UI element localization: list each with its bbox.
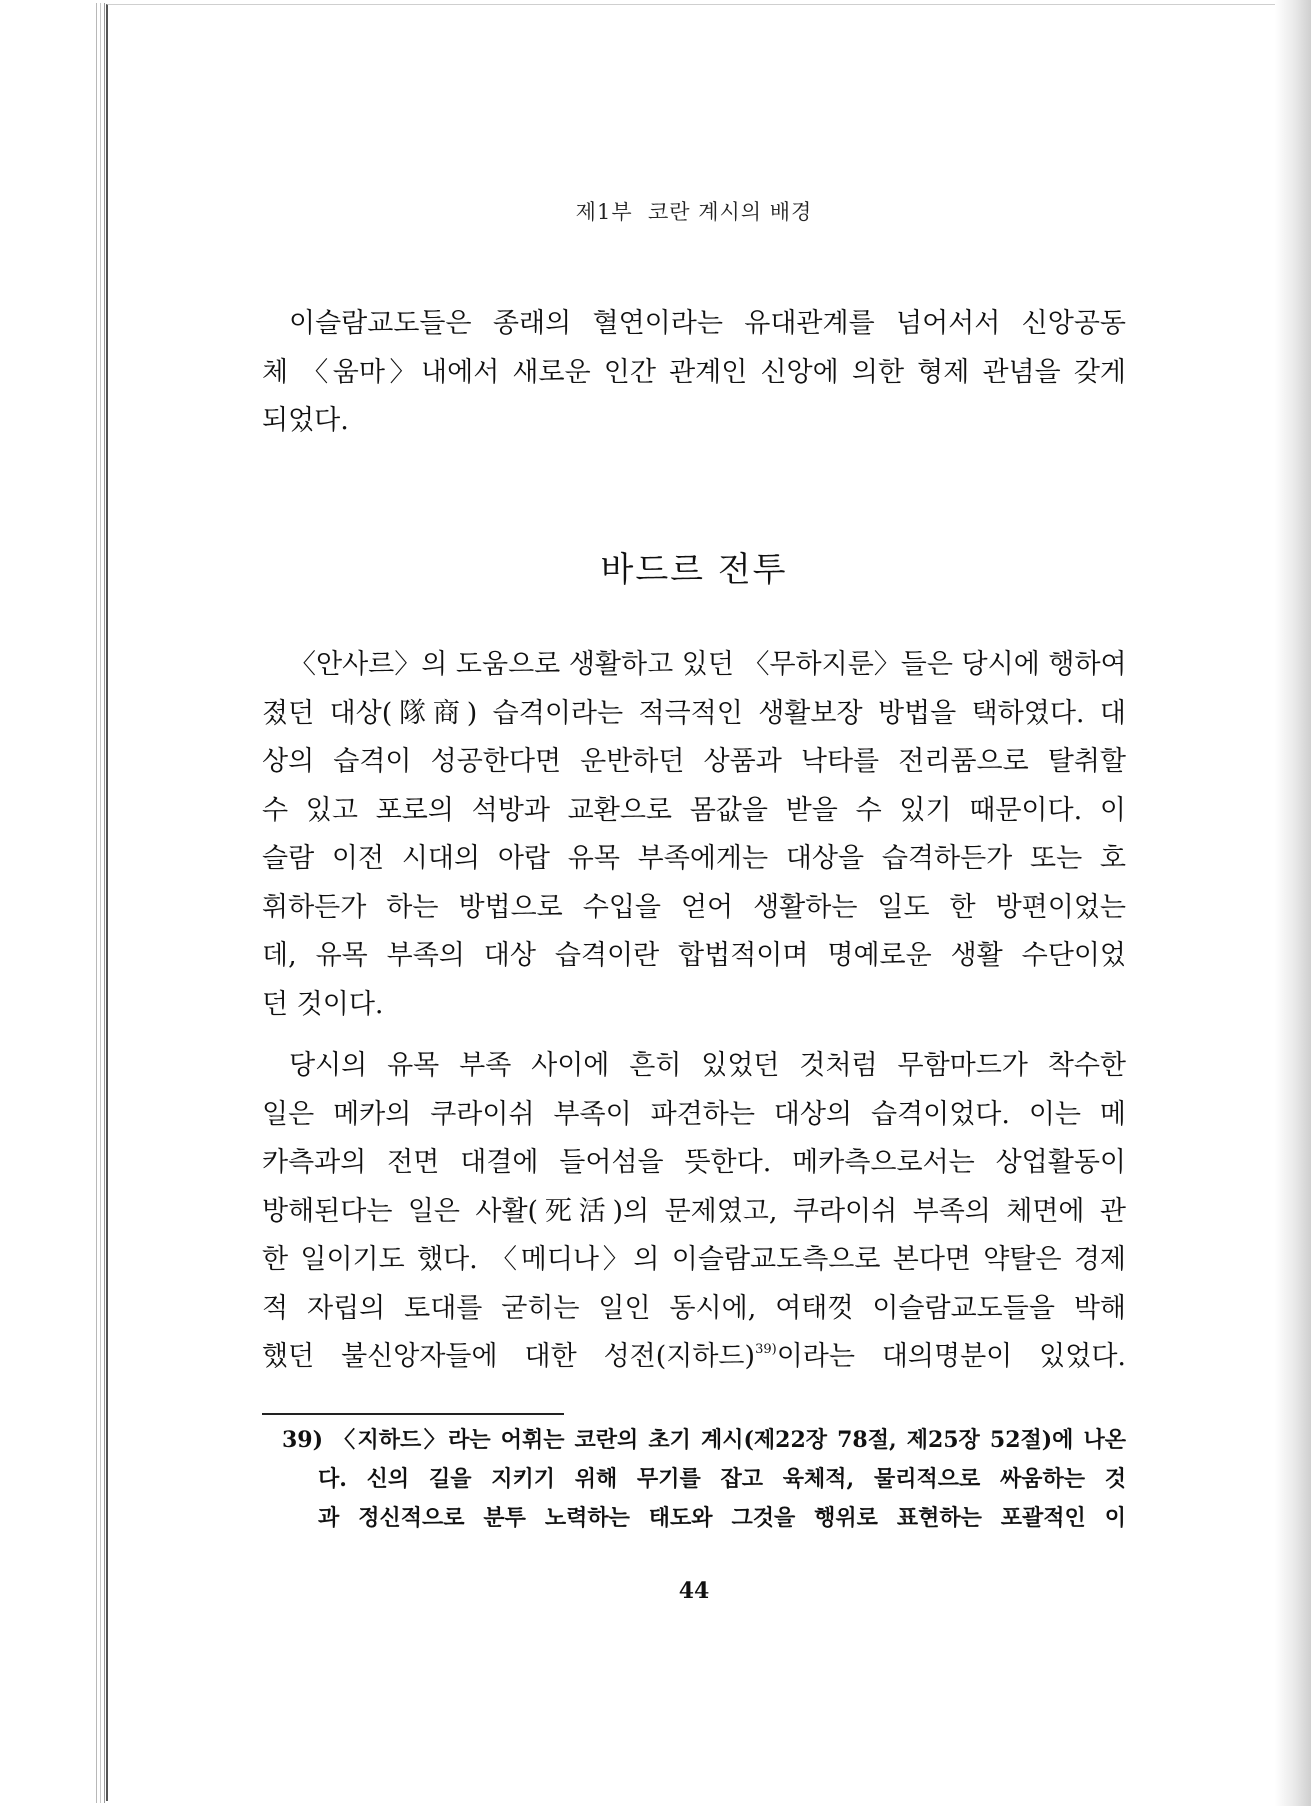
- text-line: 카측과의 전면 대결에 들어섬을 뜻한다. 메카측으로서는 상업활동이: [262, 1147, 1126, 1178]
- text-line: [262, 1333, 1126, 1382]
- footnote-divider: [262, 1413, 564, 1415]
- text-line: 일은 메카의 쿠라이쉬 부족이 파견하는 대상의 습격이었다. 이는 메: [262, 1098, 1126, 1130]
- footnote-line: 과 정신적으로 분투 노력하는 태도와 그것을 행위로 표현하는 포괄적인 이: [318, 1505, 1126, 1531]
- paragraph-1: [262, 300, 1126, 446]
- text-line: 졌던 대상(隊商) 습격이라는 적극적인 생활보장 방법을 택하였다. 대: [262, 697, 1126, 729]
- footnote-marker: 39): [282, 1427, 324, 1453]
- text-line: 〈안사르〉의 도움으로 생활하고 있던 〈무하지룬〉들은 당시에 행하여: [289, 649, 1127, 680]
- footnote-reference[interactable]: 39): [755, 1342, 777, 1357]
- paragraph-3: [262, 1042, 1126, 1382]
- text-line: 한 일이기도 했다. 〈메디나〉의 이슬람교도측으로 본다면 약탈은 경제: [262, 1244, 1126, 1275]
- footnote: [282, 1421, 1126, 1538]
- text-line: 던 것이다.: [262, 988, 384, 1020]
- text-line: 수 있고 포로의 석방과 교환으로 몸값을 받을 수 있기 때문이다. 이: [262, 794, 1126, 826]
- text-line: 체 〈움마〉내에서 새로운 인간 관계인 신앙에 의한 형제 관념을 갖게: [262, 356, 1126, 388]
- footnote-text: 〈지하드〉라는 어휘는 코란의 초기 계시(제22장 78절, 제25장 52절)에 나온: [333, 1427, 1126, 1453]
- section-title: 바드르 전투: [600, 550, 788, 590]
- text-line: 적 자립의 토대를 굳히는 일인 동시에, 여태껏 이슬람교도들을 박해: [262, 1292, 1126, 1324]
- text-line: 방해된다는 일은 사활(死活)의 문제였고, 쿠라이쉬 부족의 체면에 관: [262, 1195, 1126, 1227]
- text-line: 슬람 이전 시대의 아랍 유목 부족에게는 대상을 습격하든가 또는 호: [262, 843, 1126, 874]
- text-line: 당시의 유목 부족 사이에 흔히 있었던 것처럼 무함마드가 착수한: [289, 1050, 1126, 1081]
- text-line: 휘하든가 하는 방법으로 수입을 얻어 생활하는 일도 한 방편이었는: [262, 891, 1126, 923]
- text-segment: 했던 불신앙자들에 대한 성전(지하드): [262, 1341, 756, 1372]
- text-line: 데, 유목 부족의 대상 습격이란 합법적이며 명예로운 생활 수단이었: [262, 940, 1126, 971]
- paragraph-2: [262, 641, 1126, 1029]
- text-line: 되었다.: [262, 405, 349, 436]
- page-gutter-shadow: [1275, 0, 1311, 1806]
- page-number: 44: [678, 1578, 710, 1604]
- footnote-line: [282, 1421, 1126, 1460]
- text-segment: 이라는 대의명분이 있었다.: [776, 1341, 1127, 1372]
- text-line: 상의 습격이 성공한다면 운반하던 상품과 낙타를 전리품으로 탈취할: [262, 746, 1126, 777]
- text-line: 이슬람교도들은 종래의 혈연이라는 유대관계를 넘어서서 신앙공동: [289, 308, 1126, 339]
- running-head: 제1부 코란 계시의 배경: [575, 200, 813, 224]
- footnote-line: 다. 신의 길을 지키기 위해 무기를 잡고 육체적, 물리적으로 싸움하는 것: [318, 1466, 1126, 1492]
